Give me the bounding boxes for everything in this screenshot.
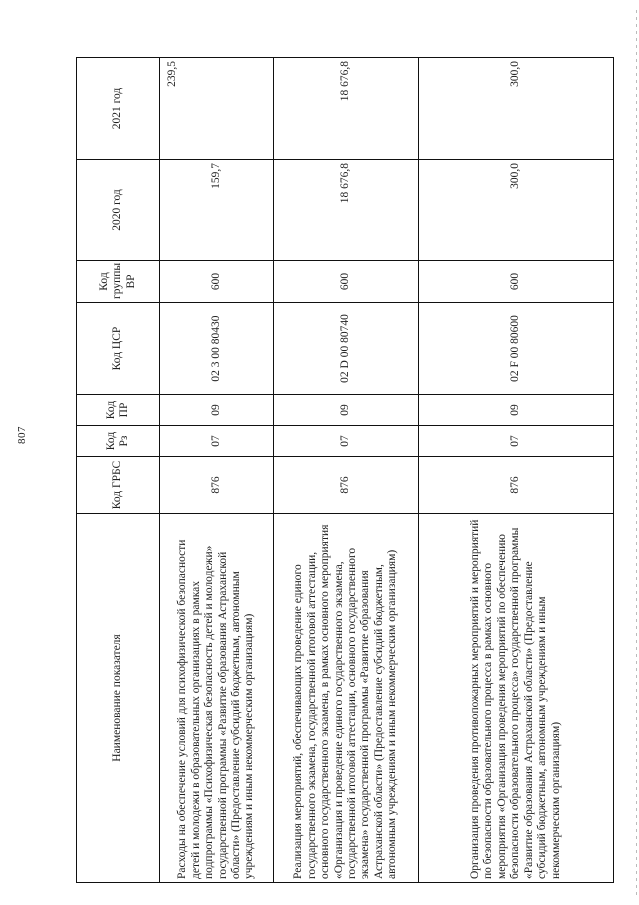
header-csr: Код ЦСР <box>77 303 160 395</box>
header-2021: 2021 год <box>77 58 160 160</box>
row-csr: 02 3 00 80430 <box>160 303 274 395</box>
row-name: Реализация мероприятий, обеспечивающих проведение единого государственного экзамена, государственной итоговой аттестации, основного государственного экзамена, в рамках основного мероприятия «Организация и проведение единого государственного экзамена, государственной итоговой аттестации, основного государственного экзамена» государственной программы «Развитие образования Астраханской области» (Предоставление субсидий бюджетным, автономным учреждениям и иным некоммерческим организациям) <box>274 514 419 883</box>
row-2020: 159,7 <box>160 160 274 261</box>
row-rz: 07 <box>160 426 274 457</box>
scan-edge-marks <box>636 10 637 895</box>
row-vr: 600 <box>419 261 614 303</box>
row-grbs: 876 <box>419 457 614 514</box>
header-pr: Код ПР <box>77 395 160 426</box>
row-pr: 09 <box>419 395 614 426</box>
header-grbs: Код ГРБС <box>77 457 160 514</box>
header-vr: Код группы ВР <box>77 261 160 303</box>
row-2020: 300,0 <box>419 160 614 261</box>
page-number: 807 <box>16 426 28 444</box>
row-2021: 18 676,8 <box>274 58 419 160</box>
table-row <box>160 58 274 883</box>
row-csr: 02 D 00 80740 <box>274 303 419 395</box>
budget-table <box>76 57 614 883</box>
row-pr: 09 <box>274 395 419 426</box>
row-2021: 300,0 <box>419 58 614 160</box>
row-grbs: 876 <box>160 457 274 514</box>
row-vr: 600 <box>274 261 419 303</box>
row-rz: 07 <box>274 426 419 457</box>
rotated-table-container <box>76 58 614 883</box>
row-2021: 239,5 <box>160 58 274 160</box>
table-row <box>419 58 614 883</box>
row-rz: 07 <box>419 426 614 457</box>
header-rz: Код Рз <box>77 426 160 457</box>
header-name: Наименование показателя <box>77 514 160 883</box>
row-grbs: 876 <box>274 457 419 514</box>
table-row <box>274 58 419 883</box>
table-header-row <box>77 58 160 883</box>
header-2020: 2020 год <box>77 160 160 261</box>
row-pr: 09 <box>160 395 274 426</box>
row-name: Организация проведения противопожарных мероприятий и мероприятий по безопасности образовательного процесса в рамках основного мероприятия «Организация проведения мероприятий по обеспечению безопасности образовательного процесса» государственной программы «Развитие образования Астраханской области» (Предоставление субсидий бюджетным, автономным учреждениям и иным некоммерческим организациям) <box>419 514 614 883</box>
row-vr: 600 <box>160 261 274 303</box>
row-name: Расходы на обеспечение условий для психофизической безопасности детей и молодежи в образовательных организациях в рамках подпрограммы «Психофизическая безопасность детей и молодежи» государственной программы «Развитие образования Астраханской области» (Предоставление субсидий бюджетным, автономным учреждениям и иным некоммерческим организациям) <box>160 514 274 883</box>
row-csr: 02 F 00 80600 <box>419 303 614 395</box>
row-2020: 18 676,8 <box>274 160 419 261</box>
